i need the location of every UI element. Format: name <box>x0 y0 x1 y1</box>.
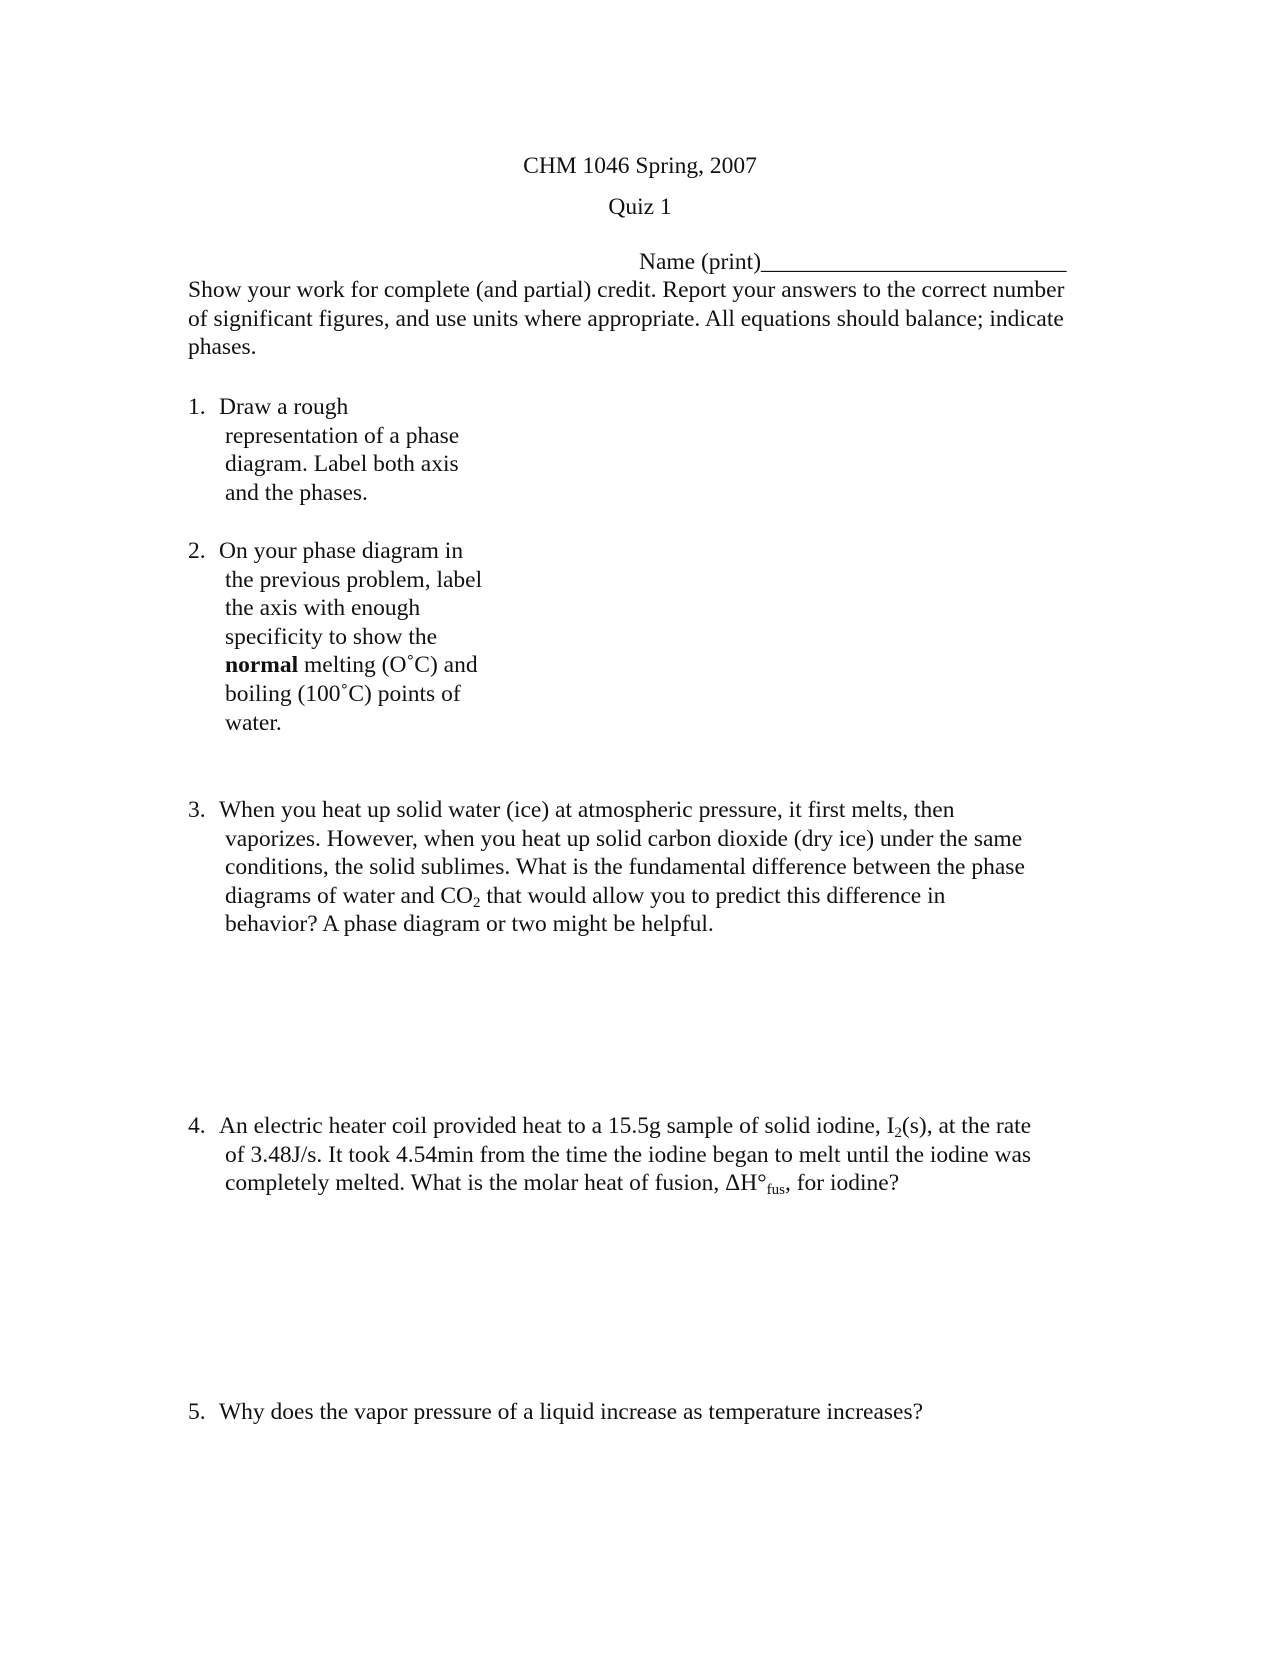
question-5 <box>188 1398 923 1427</box>
question-number: 5. <box>188 1399 206 1425</box>
question-text-line: and the phases. <box>225 479 368 506</box>
question-text-line: Draw a rough <box>219 394 349 420</box>
question-text-line <box>188 651 482 680</box>
question-text-line: the previous problem, label <box>225 566 483 593</box>
question-text-line <box>188 1169 1031 1198</box>
question-text-line: On your phase diagram in <box>219 538 464 564</box>
question-number: 2. <box>188 538 206 564</box>
question-text-fragment: that would allow you to predict this difference in <box>480 882 946 909</box>
question-text-fragment: An electric heater coil provided heat to a 15.5g sample of solid iodine, I <box>219 1113 895 1139</box>
question-text-fragment: diagrams of water and CO <box>225 882 473 909</box>
question-text-line: representation of a phase <box>225 422 460 449</box>
name-blank: __________________________ <box>761 249 1067 275</box>
question-text-line: specificity to show the <box>225 623 438 650</box>
subscript: fus <box>766 1182 785 1199</box>
question-3 <box>188 796 1025 939</box>
question-text-line <box>188 882 1025 911</box>
name-field <box>639 248 1067 277</box>
question-text-line: behavior? A phase diagram or two might be helpful. <box>225 911 714 938</box>
question-text-fragment: melting (O˚C) and <box>298 652 478 679</box>
subscript: 2 <box>472 894 481 911</box>
question-text-line: vaporizes. However, when you heat up solid carbon dioxide (dry ice) under the same <box>225 825 1023 852</box>
question-text-line: When you heat up solid water (ice) at atmospheric pressure, it first melts, then <box>219 797 955 823</box>
question-number: 4. <box>188 1113 206 1139</box>
question-1 <box>188 393 459 507</box>
emphasis-normal: normal <box>225 652 299 679</box>
question-number: 3. <box>188 797 206 823</box>
quiz-title: Quiz 1 <box>608 194 672 220</box>
question-2 <box>188 537 482 737</box>
question-text-line: boiling (100˚C) points of <box>225 680 461 707</box>
question-number: 1. <box>188 394 206 420</box>
subscript: 2 <box>894 1125 902 1141</box>
question-text-fragment: , for iodine? <box>784 1170 900 1197</box>
question-text-line: Why does the vapor pressure of a liquid increase as temperature increases? <box>219 1399 924 1425</box>
question-text-line: water. <box>225 709 282 736</box>
question-text-line: diagram. Label both axis <box>225 451 459 478</box>
question-4 <box>188 1112 1031 1198</box>
question-text-line: conditions, the solid sublimes. What is the fundamental difference between the phase <box>225 854 1025 881</box>
course-title: CHM 1046 Spring, 2007 <box>523 153 757 179</box>
question-text-fragment: completely melted. What is the molar heat of fusion, ΔH° <box>225 1170 767 1197</box>
name-label: Name (print) <box>639 249 762 275</box>
question-text-line: the axis with enough <box>225 595 421 622</box>
instructions: Show your work for complete (and partial) credit. Report your answers to the correct number of significant figures, and use units where appropriate. All equations should balance; indicate phases. <box>188 277 1065 361</box>
question-text-line: of 3.48J/s. It took 4.54min from the time the iodine began to melt until the iodine was <box>225 1141 1032 1168</box>
question-text-fragment: (s), at the rate <box>901 1113 1032 1139</box>
